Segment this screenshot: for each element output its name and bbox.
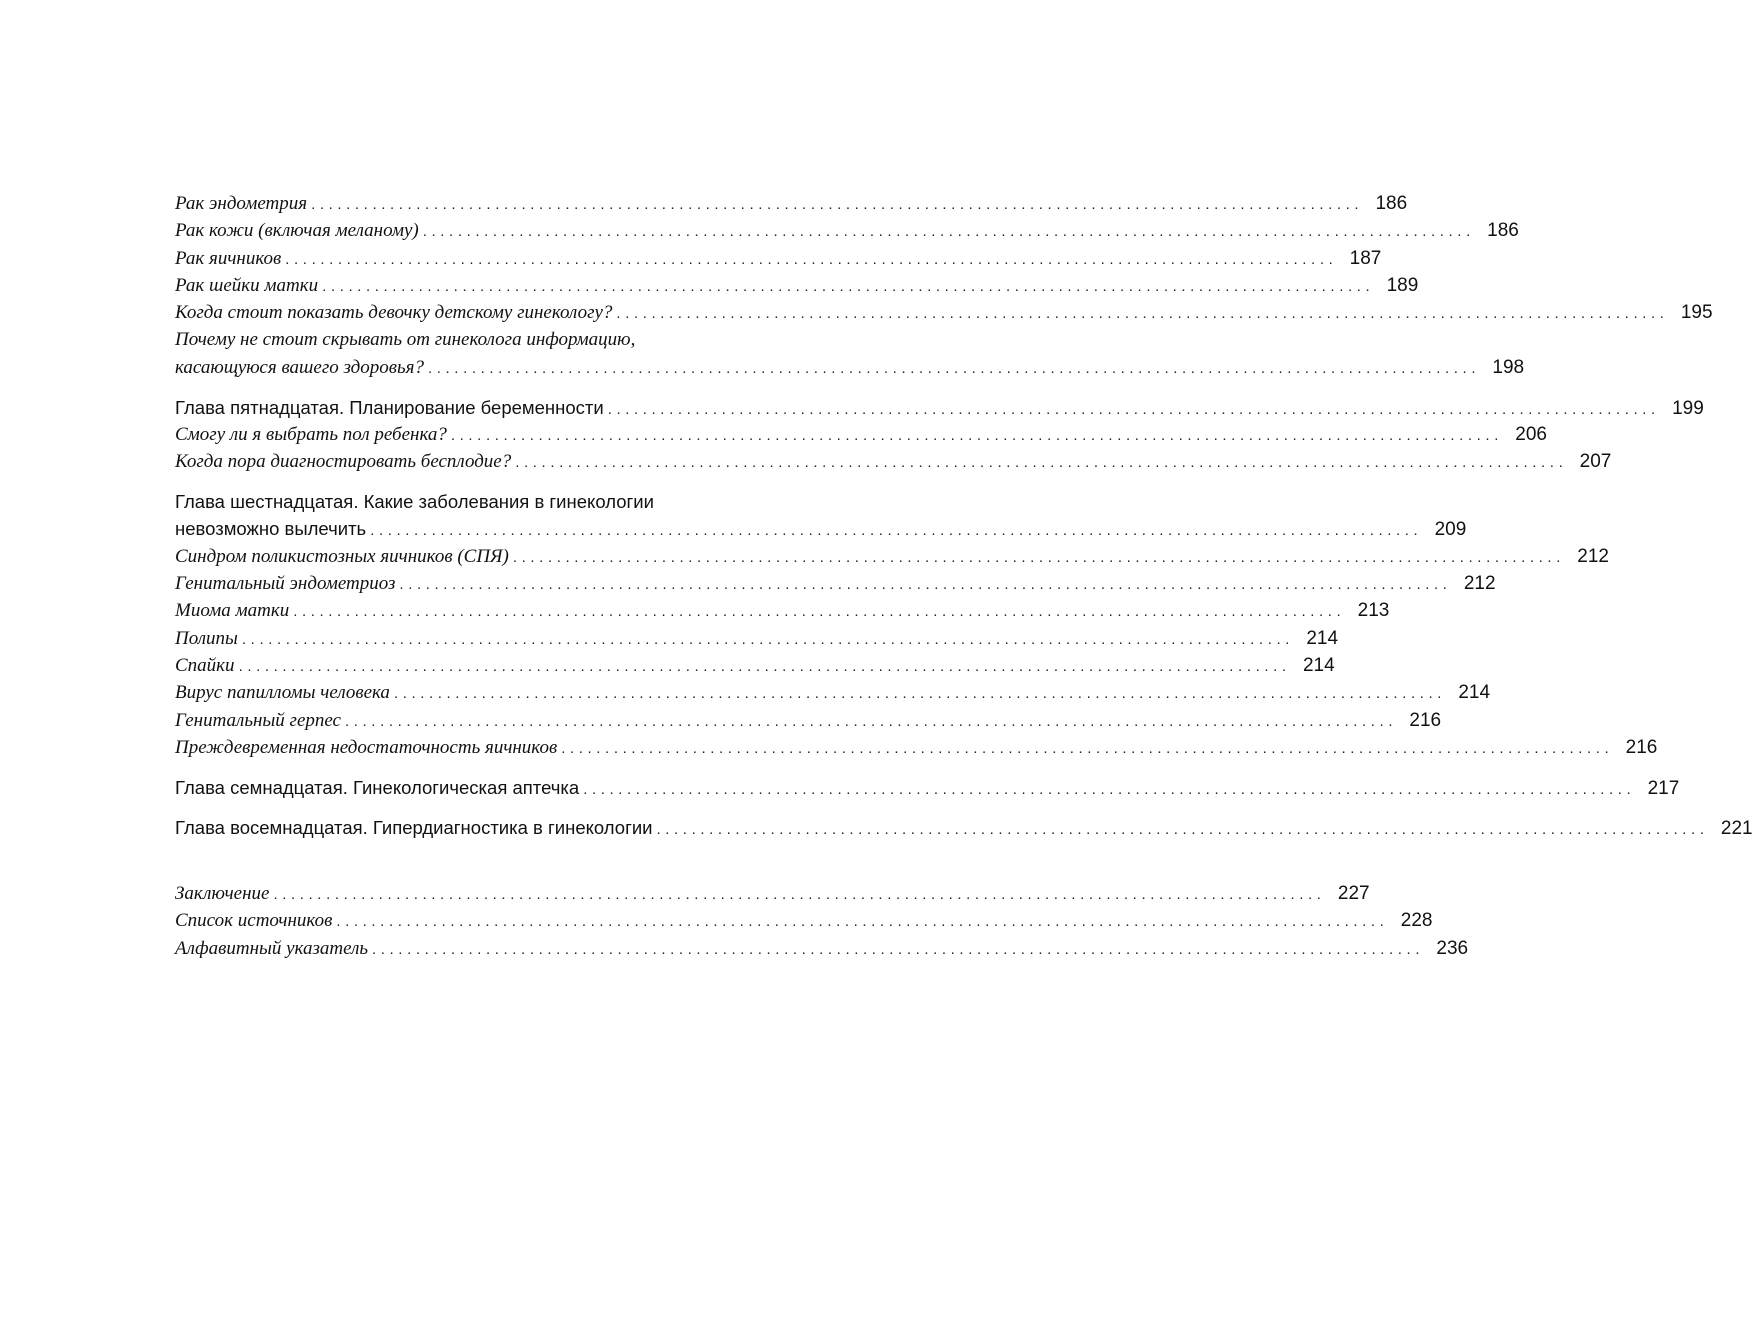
toc-entry-page: 198 <box>1492 356 1525 378</box>
toc-entry-line-2 <box>175 354 1525 381</box>
toc-chapter <box>175 814 1753 841</box>
toc-entry-page: 186 <box>1487 220 1519 242</box>
toc-chapter-page: 209 <box>1434 519 1467 541</box>
table-of-contents <box>175 190 1753 962</box>
toc-entry-page: 187 <box>1349 247 1382 269</box>
dot-leader: ........................................................................................................................ <box>345 712 1398 730</box>
dot-leader: ........................................................................................................................ <box>273 885 1326 903</box>
toc-entry-page: 186 <box>1375 193 1408 214</box>
toc-entry <box>175 190 1408 217</box>
dot-leader: ........................................................................................................................ <box>561 739 1614 757</box>
toc-entry-page: 214 <box>1306 627 1339 649</box>
toc-entry <box>175 421 1547 448</box>
spacer <box>175 761 887 774</box>
toc-entry-title: Рак кожи (включая меланому) <box>175 220 419 242</box>
toc-entry-title-continued: касающуюся вашего здоровья? <box>175 356 424 378</box>
toc-entry-title: Когда пора диагностировать бесплодие? <box>175 451 512 473</box>
toc-entry-title: Почему не стоит скрывать от гинеколога информацию, <box>175 329 636 351</box>
toc-entry-title: Полипы <box>175 627 238 649</box>
toc-entry-title: Синдром поликистозных яичников (СПЯ) <box>175 545 509 567</box>
toc-entry-page: 214 <box>1302 654 1335 676</box>
toc-entry-page: 227 <box>1337 882 1370 904</box>
toc-entry-title: Смогу ли я выбрать пол ребенка? <box>175 423 447 445</box>
dot-leader: ........................................................................................................................ <box>515 454 1568 472</box>
toc-entry-page: 212 <box>1463 573 1496 595</box>
toc-entry <box>175 245 1382 272</box>
toc-chapter-page: 199 <box>1672 397 1704 419</box>
toc-entry <box>175 625 1339 652</box>
toc-chapter-title-continued: невозможно вылечить <box>175 518 367 540</box>
toc-entry <box>175 272 1419 299</box>
toc-entry-title: Миома матки <box>175 600 290 622</box>
toc-chapter-title: Глава шестнадцатая. Какие заболевания в гинекологии <box>175 491 654 513</box>
dot-leader: ........................................................................................................................ <box>372 940 1425 958</box>
dot-leader: ........................................................................................................................ <box>336 913 1389 931</box>
toc-entry-page: 189 <box>1386 274 1419 296</box>
toc-entry-line-1 <box>175 326 887 353</box>
dot-leader: ........................................................................................................................ <box>428 359 1481 377</box>
toc-chapter-page: 221 <box>1720 817 1753 839</box>
toc-entry-page: 228 <box>1400 910 1433 932</box>
toc-entry <box>175 734 1658 761</box>
spacer <box>175 841 887 880</box>
toc-entry-page: 206 <box>1515 423 1547 445</box>
spacer <box>175 476 887 489</box>
dot-leader: ........................................................................................................................ <box>512 548 1565 566</box>
toc-entry <box>175 299 1713 326</box>
toc-entry-title: Список источников <box>175 910 333 932</box>
toc-entry-title: Генитальный эндометриоз <box>175 573 396 595</box>
toc-chapter-line-1 <box>175 488 887 515</box>
dot-leader: ........................................................................................................................ <box>422 223 1475 241</box>
toc-entry <box>175 880 1370 907</box>
toc-entry <box>175 570 1496 597</box>
toc-entry-title: Алфавитный указатель <box>175 937 368 959</box>
toc-entry-title: Рак яичников <box>175 247 282 269</box>
toc-entry-page: 214 <box>1458 682 1491 704</box>
toc-entry <box>175 448 1612 475</box>
toc-entry-title: Спайки <box>175 654 235 676</box>
dot-leader: ........................................................................................................................ <box>399 576 1452 594</box>
dot-leader: ........................................................................................................................ <box>293 603 1346 621</box>
dot-leader: ........................................................................................................................ <box>238 657 1291 675</box>
toc-entry-page: 195 <box>1680 302 1713 324</box>
toc-entry-page: 213 <box>1357 600 1390 622</box>
dot-leader: ........................................................................................................................ <box>393 685 1447 703</box>
toc-chapter <box>175 774 1680 801</box>
toc-entry <box>175 707 1442 734</box>
dot-leader: ........................................................................................................................ <box>656 820 1709 838</box>
toc-chapter-title: Глава семнадцатая. Гинекологическая аптечка <box>175 776 580 798</box>
dot-leader: ........................................................................................................................ <box>311 196 1364 213</box>
dot-leader: ........................................................................................................................ <box>322 277 1375 295</box>
toc-entry-page: 207 <box>1579 451 1612 473</box>
toc-entry <box>175 217 1519 244</box>
toc-chapter-title: Глава пятнадцатая. Планирование беременности <box>175 396 604 418</box>
toc-entry-title: Вирус папилломы человека <box>175 682 390 704</box>
dot-leader: ........................................................................................................................ <box>450 426 1503 444</box>
toc-entry <box>175 652 1335 679</box>
toc-chapter <box>175 394 1704 421</box>
toc-chapter-title: Глава восемнадцатая. Гипердиагностика в гинекологии <box>175 816 653 838</box>
toc-entry <box>175 679 1491 706</box>
toc-chapter-page: 217 <box>1647 777 1680 799</box>
dot-leader: ........................................................................................................................ <box>616 305 1669 323</box>
toc-entry-page: 216 <box>1625 736 1658 758</box>
toc-entry-title: Когда стоит показать девочку детскому гинекологу? <box>175 302 613 324</box>
toc-entry-page: 236 <box>1436 937 1469 959</box>
toc-entry-title: Преждевременная недостаточность яичников <box>175 736 558 758</box>
toc-entry-title: Заключение <box>175 882 270 904</box>
dot-leader: ........................................................................................................................ <box>285 250 1338 268</box>
toc-entry <box>175 935 1469 962</box>
toc-entry <box>175 907 1433 934</box>
toc-entry <box>175 597 1390 624</box>
dot-leader: ........................................................................................................................ <box>241 630 1295 648</box>
toc-entry-page: 216 <box>1409 709 1442 731</box>
toc-entry-title: Рак эндометрия <box>175 193 308 214</box>
dot-leader: ........................................................................................................................ <box>583 780 1636 798</box>
dot-leader: ........................................................................................................................ <box>607 400 1660 418</box>
toc-entry-page: 212 <box>1577 545 1609 567</box>
toc-entry-title: Рак шейки матки <box>175 274 319 296</box>
toc-entry-title: Генитальный герпес <box>175 709 341 731</box>
dot-leader: ........................................................................................................................ <box>370 522 1423 540</box>
spacer <box>175 381 887 394</box>
toc-chapter-line-2 <box>175 515 1467 542</box>
toc-entry <box>175 543 1609 570</box>
